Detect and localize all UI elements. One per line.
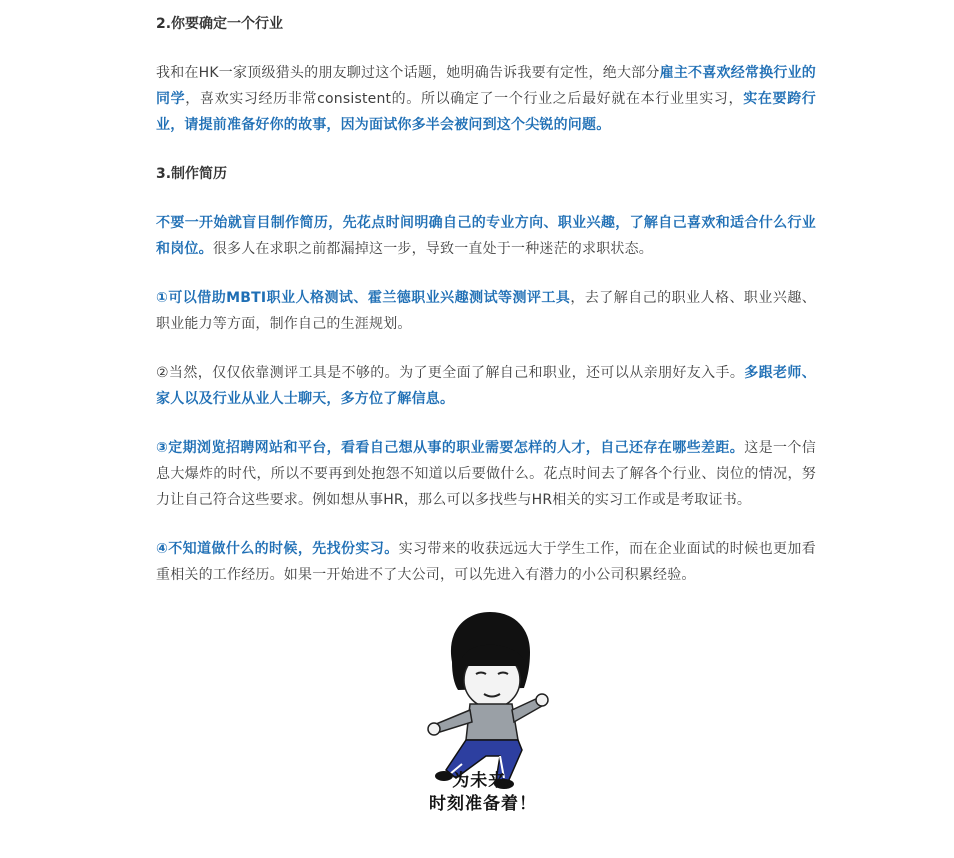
article-body (156, 11, 816, 611)
meme-caption (408, 770, 558, 816)
text-run: 很多人在求职之前都漏掉这一步，导致一直处于一种迷茫的求职状态。 (212, 241, 654, 257)
highlight-run: 实在要跨行业，请提前准备好你的故事，因为面试你多半会被问到这个尖锐的问题。 (156, 91, 816, 133)
text-run: ②当然，仅仅依靠测评工具是不够的。为了更全面了解自己和职业，还可以从亲朋好友入手。 (156, 365, 745, 381)
highlight-run: 多跟老师、家人以及行业从业人士聊天，多方位了解信息。 (156, 365, 816, 407)
meme-caption-line-1: 为未来, (452, 771, 514, 791)
text-run: ，去了解自己的职业人格、职业兴趣、职业能力等方面，制作自己的生涯规划。 (156, 290, 816, 332)
paragraph-tip-2 (156, 360, 816, 412)
highlight-run: 不要一开始就盲目制作简历，先花点时间明确自己的专业方向、职业兴趣，了解自己喜欢和适合什么行业和岗位。 (156, 215, 816, 257)
shirt-shape (466, 704, 518, 740)
highlight-run: ③定期浏览招聘网站和平台，看看自己想从事的职业需要怎样的人才，自己还存在哪些差距。 (156, 440, 745, 456)
section-heading-industry: 2.你要确定一个行业 (156, 16, 284, 32)
paragraph-resume-intro (156, 210, 816, 262)
paragraph-industry (156, 60, 816, 138)
highlight-run: ①可以借助MBTI职业人格测试、霍兰德职业兴趣测试等测评工具 (156, 290, 571, 306)
paragraph-tip-1 (156, 285, 816, 337)
paragraph-tip-3 (156, 435, 816, 513)
text-run: 我和在HK一家顶级猎头的朋友聊过这个话题，她明确告诉我要有定性，绝大部分 (156, 65, 660, 81)
meme-caption-line-2: 时刻准备着！ (429, 794, 537, 814)
section-heading-resume: 3.制作简历 (156, 166, 228, 182)
highlight-run: ④不知道做什么的时候，先找份实习。 (156, 541, 399, 557)
paragraph-tip-4 (156, 536, 816, 588)
text-run: 这是一个信息大爆炸的时代，所以不要再到处抱怨不知道以后要做什么。花点时间去了解各个行业、岗位的情况，努力让自己符合这些要求。例如想从事HR，那么可以多找些与HR相关的实习工作或是考取证书。 (156, 440, 816, 508)
highlight-run: 雇主不喜欢经常换行业的同学 (156, 65, 817, 107)
text-run: 实习带来的收获远远大于学生工作，而在企业面试的时候也更加看重相关的工作经历。如果一开始进不了大公司，可以先进入有潜力的小公司积累经验。 (156, 541, 816, 583)
text-run: ，喜欢实习经历非常consistent的。所以确定了一个行业之后最好就在本行业里实习， (185, 91, 744, 107)
